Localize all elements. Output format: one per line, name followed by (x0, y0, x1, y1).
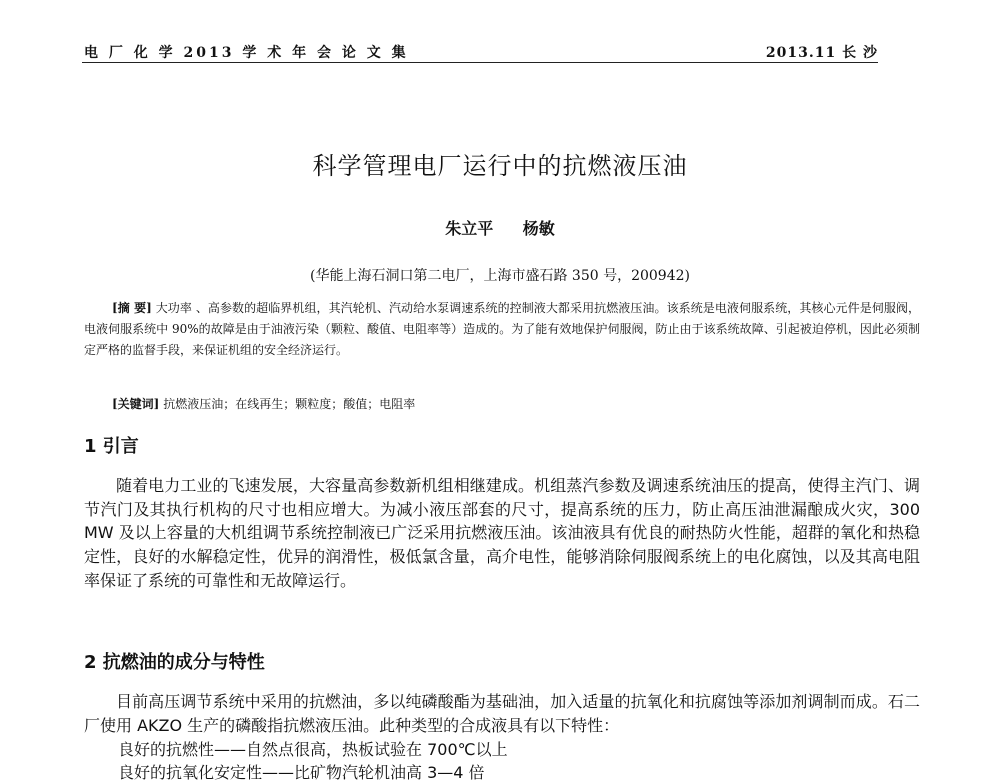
section-1-paragraph: 随着电力工业的飞速发展，大容量高参数新机组相继建成。机组蒸汽参数及调速系统油压的提高，使得主汽门、调节汽门及其执行机构的尺寸也相应增大。为减小液压部套的尺寸，提高系统的压力，防止高压油泄漏酿成火灾，300 MW 及以上容量的大机组调节系统控制液已广泛采用抗燃液压油。该油液具有优良的耐热防火性能，超群的氧化和热稳定性，良好的水解稳定性，优异的润滑性，极低氯含量，高介电性，能够消除伺服阀系统上的电化腐蚀，以及其高电阻率保证了系统的可靠性和无故障运行。 (84, 476, 920, 590)
authors: 朱立平 杨敏 (445, 219, 555, 238)
section-2-heading: 2 抗燃油的成分与特性 (84, 652, 265, 673)
proceedings-title: 电 厂 化 学 2013 学 术 年 会 论 文 集 (84, 45, 409, 61)
section-1-heading: 1 引言 (84, 436, 139, 457)
property-item: 良好的抗燃性——自然点很高，热板试验在 700℃以上 (118, 740, 508, 759)
running-header (82, 36, 878, 63)
abstract-label: [摘 要] (112, 301, 152, 315)
keywords (112, 394, 920, 414)
affiliation: (华能上海石洞口第二电厂，上海市盛石路 350 号，200942) (310, 268, 690, 284)
keywords-text: 抗燃液压油；在线再生；颗粒度；酸值；电阻率 (163, 397, 416, 411)
property-item: 良好的抗氧化安定性——比矿物汽轮机油高 3—4 倍 (118, 763, 485, 782)
abstract-text: 大功率 、高参数的超临界机组，其汽轮机、汽动给水泵调速系统的控制液大都采用抗燃液压油。该系统是电液伺服系统，其核心元件是伺服阀，电液伺服系统中 90%的故障是由于油液污染（颗粒、酸值、电阻率等）造成的。为了能有效地保护伺服阀，防止由于该系统故障、引起被迫停机，因此必须制定严格的监督手段，来保证机组的安全经济运行。 (84, 301, 920, 357)
keywords-label: [关键词] (112, 397, 160, 411)
date-location: 2013.11 长 沙 (765, 45, 878, 61)
paper-title: 科学管理电厂运行中的抗燃液压油 (312, 152, 688, 180)
abstract (84, 298, 920, 361)
section-2-paragraph: 目前高压调节系统中采用的抗燃油，多以纯磷酸酯为基础油，加入适量的抗氧化和抗腐蚀等添加剂调制而成。石二厂使用 AKZO 生产的磷酸指抗燃液压油。此种类型的合成液具有以下特性： (84, 692, 920, 735)
